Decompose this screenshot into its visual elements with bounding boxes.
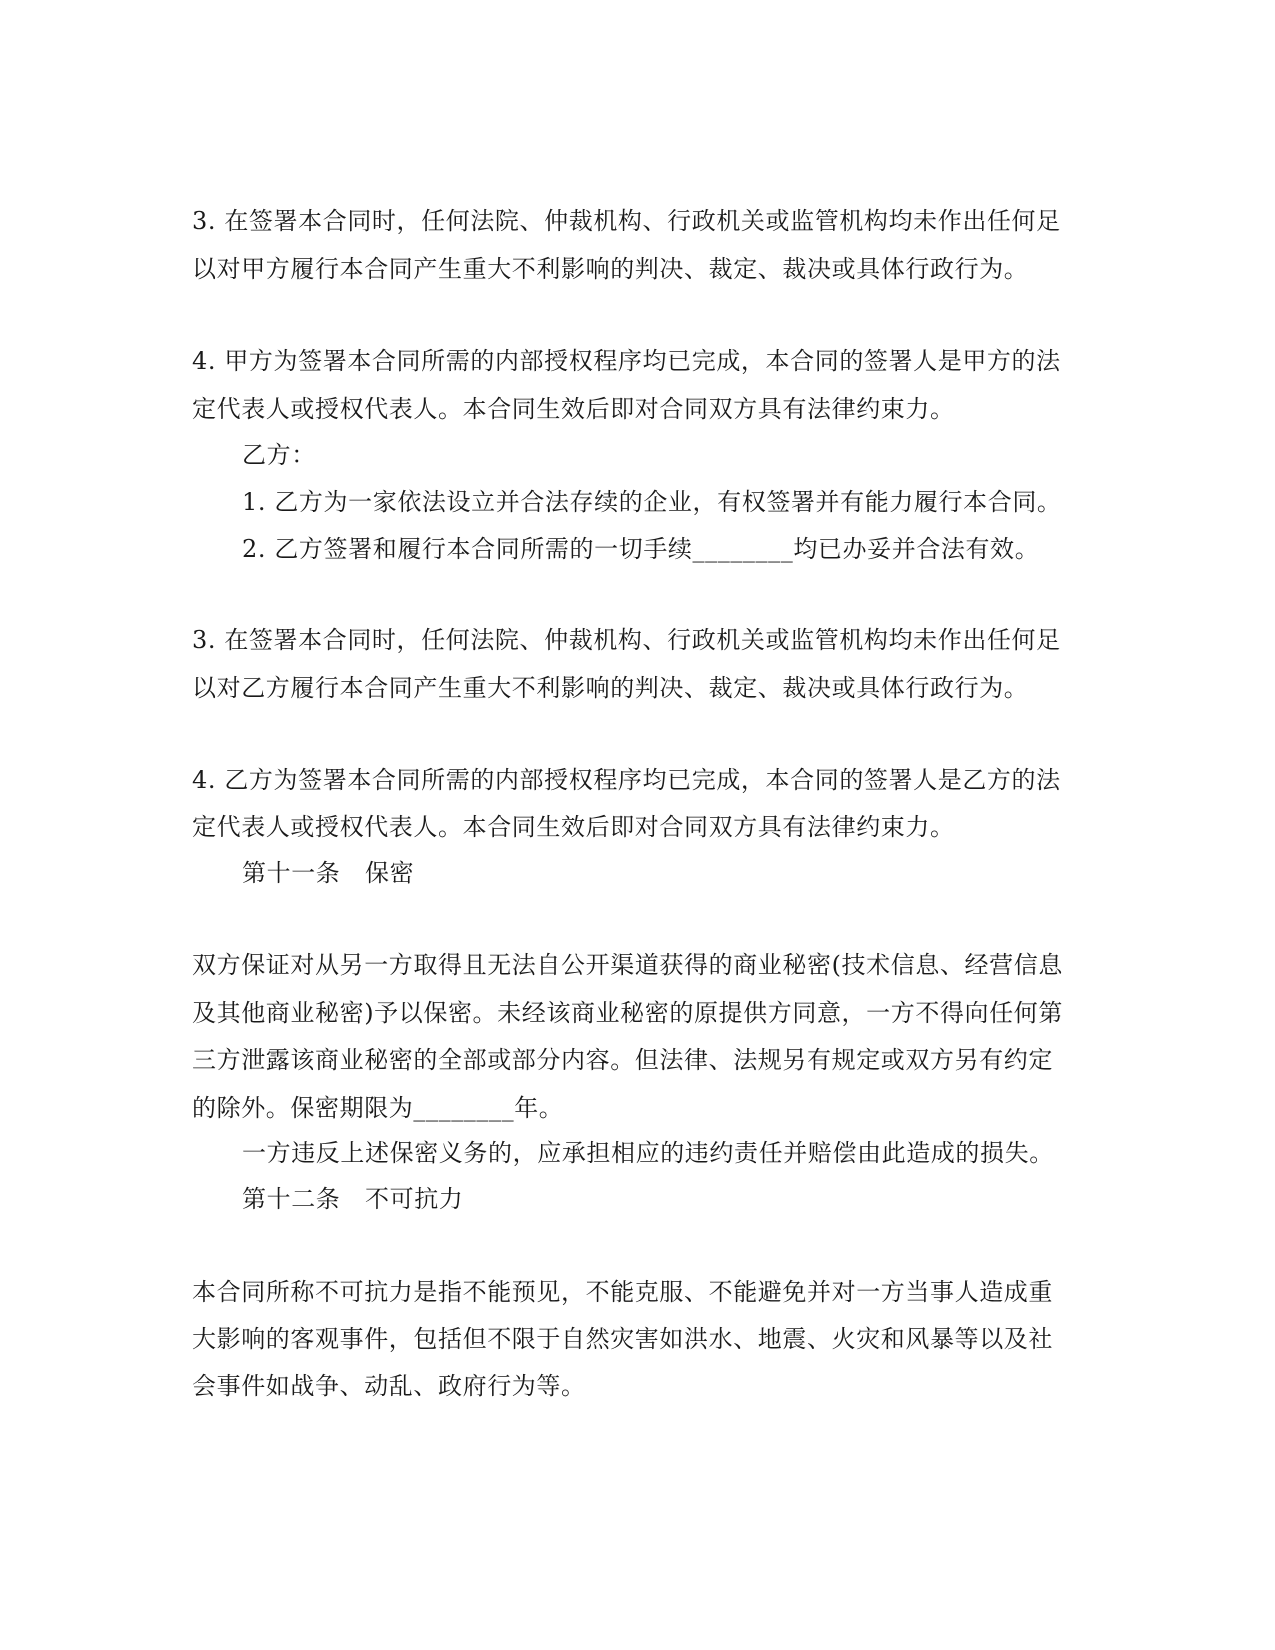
force-majeure-line3: 会事件如战争、动乱、政府行为等。 [192, 1372, 586, 1400]
clause-b3-line2: 以对乙方履行本合同产生重大不利影响的判决、裁定、裁决或具体行政行为。 [192, 674, 1029, 702]
confidentiality-line4: 的除外。保密期限为________年。 [192, 1094, 564, 1122]
article-11-heading: 第十一条 保密 [242, 859, 415, 887]
confidentiality-line1: 双方保证对从另一方取得且无法自公开渠道获得的商业秘密(技术信息、经营信息 [192, 951, 1063, 979]
clause-b1: 1. 乙方为一家依法设立并合法存续的企业，有权签署并有能力履行本合同。 [242, 488, 1062, 516]
clause-a4-line2: 定代表人或授权代表人。本合同生效后即对合同双方具有法律约束力。 [192, 395, 955, 423]
clause-b4-line2: 定代表人或授权代表人。本合同生效后即对合同双方具有法律约束力。 [192, 813, 955, 841]
clause-a4-line1: 4. 甲方为签署本合同所需的内部授权程序均已完成，本合同的签署人是甲方的法 [192, 347, 1061, 375]
clause-b2: 2. 乙方签署和履行本合同所需的一切手续________均已办妥并合法有效。 [242, 535, 1040, 563]
confidentiality-breach: 一方违反上述保密义务的，应承担相应的违约责任并赔偿由此造成的损失。 [242, 1139, 1054, 1167]
clause-b4-line1: 4. 乙方为签署本合同所需的内部授权程序均已完成，本合同的签署人是乙方的法 [192, 766, 1061, 794]
force-majeure-line2: 大影响的客观事件，包括但不限于自然灾害如洪水、地震、火灾和风暴等以及社 [192, 1325, 1053, 1353]
clause-a3-line2: 以对甲方履行本合同产生重大不利影响的判决、裁定、裁决或具体行政行为。 [192, 255, 1029, 283]
force-majeure-line1: 本合同所称不可抗力是指不能预见，不能克服、不能避免并对一方当事人造成重 [192, 1278, 1053, 1306]
confidentiality-line2: 及其他商业秘密)予以保密。未经该商业秘密的原提供方同意，一方不得向任何第 [192, 999, 1063, 1027]
clause-a3-line1: 3. 在签署本合同时，任何法院、仲裁机构、行政机关或监管机构均未作出任何足 [192, 207, 1061, 235]
party-b-heading: 乙方： [242, 441, 316, 469]
clause-b3-line1: 3. 在签署本合同时，任何法院、仲裁机构、行政机关或监管机构均未作出任何足 [192, 626, 1061, 654]
confidentiality-line3: 三方泄露该商业秘密的全部或部分内容。但法律、法规另有规定或双方另有约定 [192, 1046, 1053, 1074]
article-12-heading: 第十二条 不可抗力 [242, 1185, 464, 1213]
